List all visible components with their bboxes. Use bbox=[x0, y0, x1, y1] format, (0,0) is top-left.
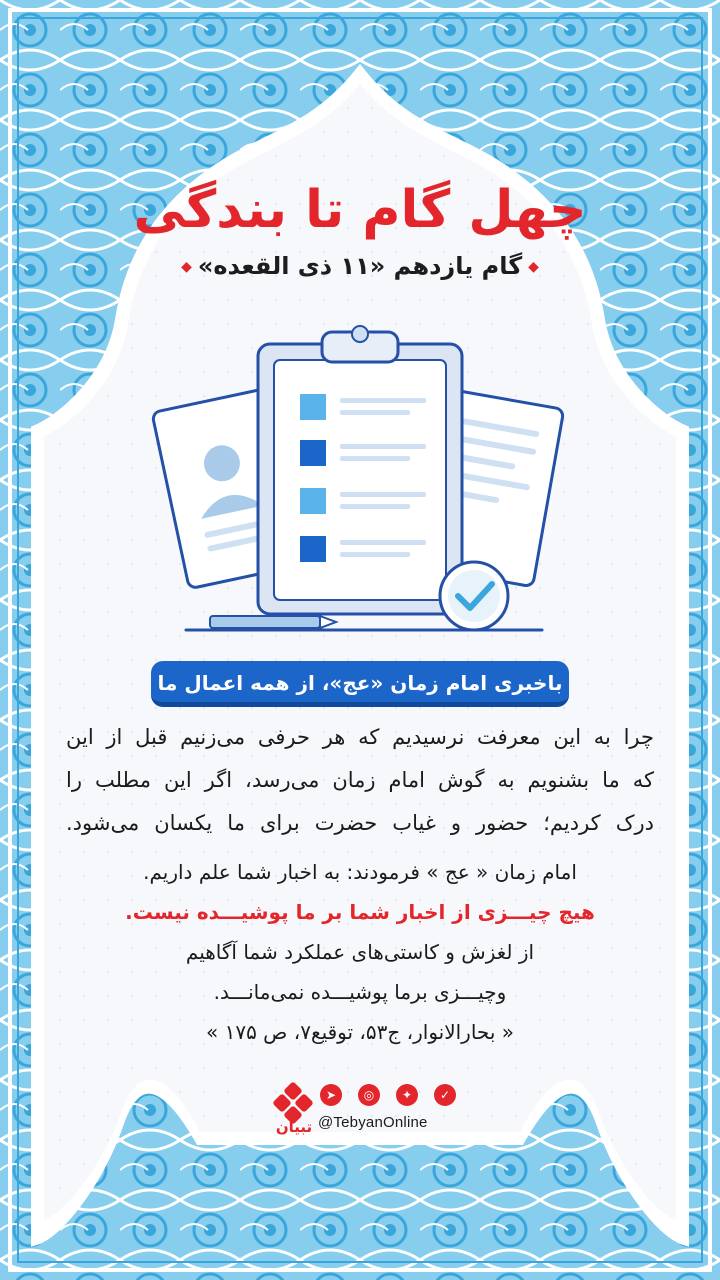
diamond-icon: ◆ bbox=[181, 259, 192, 275]
footer bbox=[272, 1072, 462, 1142]
logo-text: تبیان bbox=[275, 1118, 313, 1136]
quote-line: امام زمان « عج » فرمودند: به اخبار شما علم داریم. bbox=[143, 860, 577, 884]
check-icon[interactable]: ✓ bbox=[434, 1084, 456, 1106]
hadith-quote bbox=[70, 852, 650, 1052]
twitter-icon[interactable]: ✦ bbox=[396, 1084, 418, 1106]
subtitle bbox=[0, 246, 720, 287]
headline-banner: باخبری امام زمان «عج»، از همه اعمال ما bbox=[151, 661, 569, 707]
telegram-icon[interactable]: ➤ bbox=[320, 1084, 342, 1106]
instagram-icon[interactable]: ◎ bbox=[358, 1084, 380, 1106]
page-title: چهل گام تا بندگی bbox=[133, 180, 587, 240]
quote-source: « بحارالانوار، ج۵۳، توقیع۷، ص ۱۷۵ » bbox=[206, 1020, 514, 1044]
body-paragraph bbox=[66, 716, 654, 845]
quote-line: از لغزش و کاستی‌های عملکرد شما آگاهیم bbox=[185, 940, 535, 964]
social-handle[interactable]: @TebyanOnline bbox=[318, 1114, 428, 1131]
body-line: که ما بشنویم به گوش امام زمان می‌رسد، اگر این مطلب را bbox=[66, 768, 654, 792]
diamond-icon: ◆ bbox=[528, 259, 539, 275]
clipboard-illustration bbox=[150, 312, 570, 642]
social-links bbox=[320, 1084, 456, 1106]
quote-line: وچیـــزی برما پوشیـــده نمی‌مانـــد. bbox=[213, 980, 507, 1004]
body-line: چرا به این معرفت نرسیدیم که هر حرفی می‌زنیم قبل از این bbox=[66, 725, 654, 749]
body-line: درک کردیم؛ حضور و غیاب حضرت برای ما یکسان می‌شود. bbox=[66, 811, 654, 835]
subtitle-text: گام یازدهم «۱۱ ذی القعده» bbox=[197, 252, 523, 280]
quote-highlight: هیچ چیـــزی از اخبار شما بر ما پوشیـــده نیست. bbox=[125, 900, 595, 924]
